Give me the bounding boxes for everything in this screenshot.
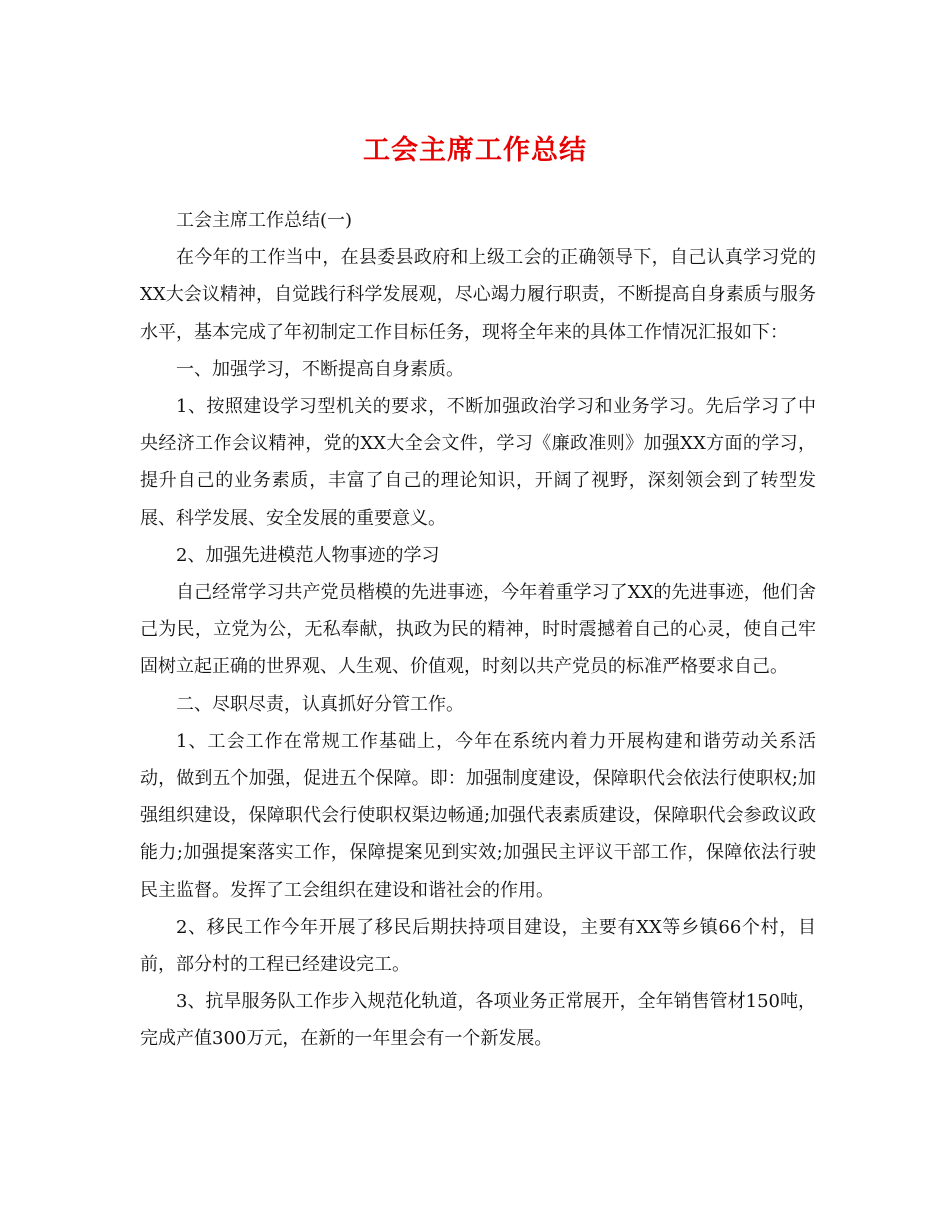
body-paragraph: 2、移民工作今年开展了移民后期扶持项目建设，主要有XX等乡镇66个村，目前，部分村的工程已经建设完工。 [140, 916, 816, 976]
body-paragraph: 1、工会工作在常规工作基础上，今年在系统内着力开展构建和谐劳动关系活动，做到五个加强，促进五个保障。即：加强制度建设，保障职代会依法行使职权;加强组织建设，保障职代会行使职权渠边畅通;加强代表素质建设，保障职代会参政议政能力;加强提案落实工作，保障提案见到实效;加强民主评议干部工作，保障依法行驶民主监督。发挥了工会组织在建设和谐社会的作用。 [140, 730, 816, 901]
body-paragraph: 3、抗旱服务队工作步入规范化轨道，各项业务正常展开，全年销售管材150吨，完成产值300万元，在新的一年里会有一个新发展。 [140, 991, 816, 1050]
document-body [140, 202, 816, 1058]
section-heading: 工会主席工作总结(一) [176, 210, 353, 231]
subsection-heading: 2、加强先进模范人物事迹的学习 [176, 544, 440, 566]
document-title: 工会主席工作总结 [363, 135, 587, 166]
section-heading: 二、尽职尽责，认真抓好分管工作。 [176, 693, 464, 715]
body-paragraph: 自己经常学习共产党员楷模的先进事迹，今年着重学习了XX的先进事迹，他们舍己为民，立党为公，无私奉献，执政为民的精神，时时震撼着自己的心灵，使自己牢固树立起正确的世界观、人生观、价值观，时刻以共产党员的标准严格要求自己。 [140, 582, 816, 678]
body-paragraph: 1、按照建设学习型机关的要求，不断加强政治学习和业务学习。先后学习了中央经济工作会议精神，党的XX大全会文件，学习《廉政准则》加强XX方面的学习，提升自己的业务素质，丰富了自己的理论知识，开阔了视野，深刻领会到了转型发展、科学发展、安全发展的重要意义。 [140, 396, 816, 529]
intro-paragraph: 在今年的工作当中，在县委县政府和上级工会的正确领导下，自己认真学习党的XX大会议精神，自觉践行科学发展观，尽心竭力履行职责，不断提高自身素质与服务水平，基本完成了年初制定工作目标任务，现将全年来的具体工作情况汇报如下： [140, 247, 816, 343]
section-heading: 一、加强学习，不断提高自身素质。 [176, 358, 464, 380]
